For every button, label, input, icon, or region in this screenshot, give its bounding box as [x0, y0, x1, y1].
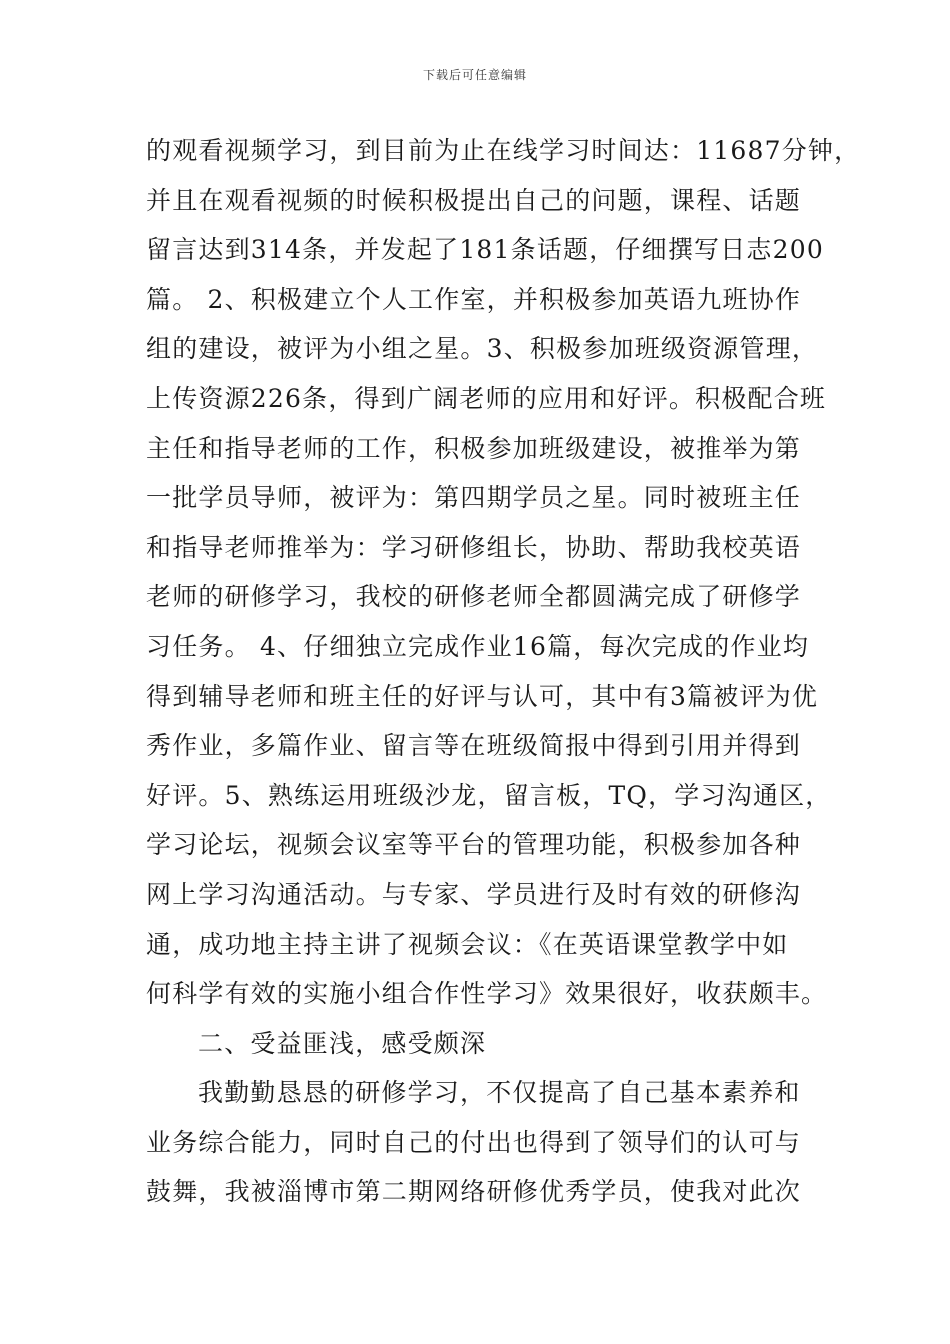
text-line: 秀作业，多篇作业、留言等在班级简报中得到引用并得到 — [146, 731, 802, 761]
text-line: 篇。 2、积极建立个人工作室，并积极参加英语九班协作 — [146, 284, 802, 314]
text-line: 组的建设，被评为小组之星。3、积极参加班级资源管理， — [146, 334, 819, 364]
text-line: 业务综合能力，同时自己的付出也得到了领导们的认可与 — [146, 1127, 802, 1157]
text-line: 网上学习沟通活动。与专家、学员进行及时有效的研修沟 — [146, 879, 802, 909]
text-line: 留言达到314条，并发起了181条话题，仔细撰写日志200 — [146, 235, 824, 265]
section-heading: 二、受益匪浅，感受颇深 — [198, 1028, 487, 1058]
text-line: 通，成功地主持主讲了视频会议：《在英语课堂教学中如 — [146, 929, 789, 959]
text-line: 何科学有效的实施小组合作性学习》效果很好，收获颇丰。 — [146, 979, 828, 1009]
text-line: 学习论坛，视频会议室等平台的管理功能，积极参加各种 — [146, 830, 802, 860]
text-line: 和指导老师推举为：学习研修组长，协助、帮助我校英语 — [146, 532, 802, 562]
text-line: 并且在观看视频的时候积极提出自己的问题，课程、话题 — [146, 185, 802, 215]
text-line: 习任务。 4、仔细独立完成作业16篇，每次完成的作业均 — [146, 631, 810, 661]
text-line: 老师的研修学习，我校的研修老师全都圆满完成了研修学 — [146, 582, 802, 612]
text-line: 好评。5、熟练运用班级沙龙，留言板，TQ，学习沟通区， — [146, 780, 832, 810]
text-line: 得到辅导老师和班主任的好评与认可，其中有3篇被评为优 — [146, 681, 819, 711]
document-body — [146, 126, 861, 1217]
header-note: 下载后可任意编辑 — [422, 68, 527, 82]
text-line: 的观看视频学习，到目前为止在线学习时间达：11687分钟， — [146, 136, 861, 165]
text-line: 鼓舞，我被淄博市第二期网络研修优秀学员，使我对此次 — [146, 1177, 802, 1207]
paragraph-first-line: 我勤勤恳恳的研修学习，不仅提高了自己基本素养和 — [198, 1078, 801, 1108]
text-line: 主任和指导老师的工作，积极参加班级建设，被推举为第 — [146, 433, 802, 463]
text-line: 上传资源226条，得到广阔老师的应用和好评。积极配合班 — [146, 383, 827, 413]
text-line: 一批学员导师，被评为：第四期学员之星。同时被班主任 — [146, 483, 802, 513]
